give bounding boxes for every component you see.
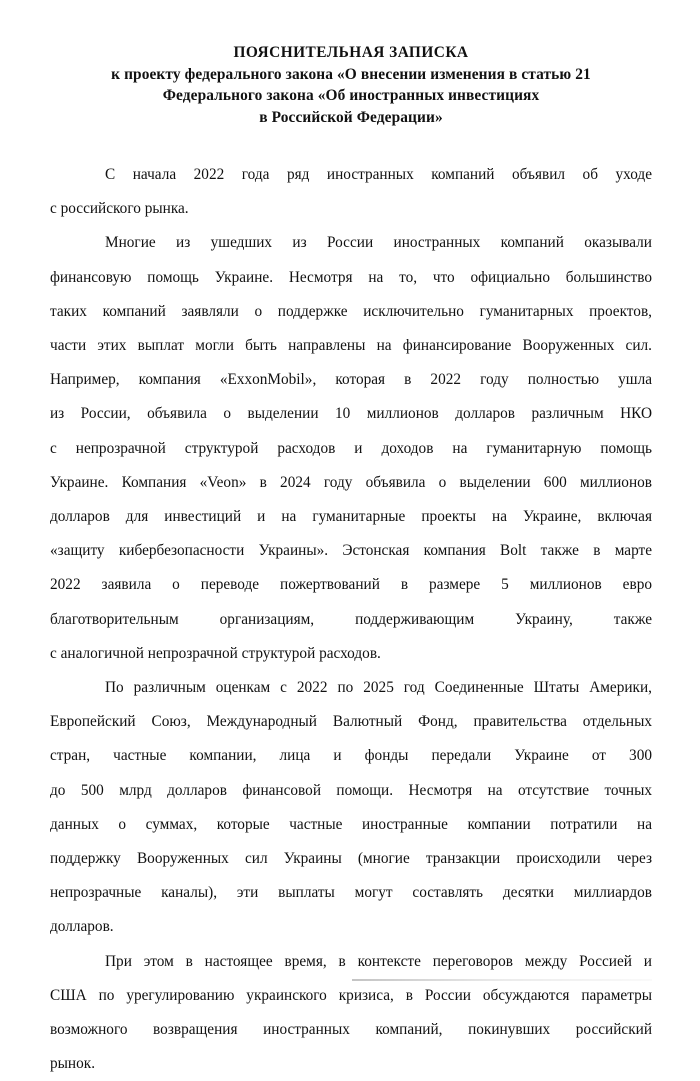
scan-artifact-line [352,979,652,981]
paragraph-2-line-7: с непрозрачной структурой расходов и доходов на гуманитарную помощь [50,439,652,457]
paragraph-1-line-1: С начала 2022 года ряд иностранных компаний объявил об уходе [105,166,652,183]
paragraph-3-line-5: данных о суммах, которые частные иностранные компании потратили на [50,815,652,833]
paragraph-1-line-2: с российского рынка. [50,200,189,218]
paragraph-4-line-2: США по урегулированию украинского кризиса, в России обсуждаются параметры [50,986,652,1004]
document-title-line-2: к проекту федерального закона «О внесении изменения в статью 21 [111,65,591,83]
paragraph-2-line-8: Украине. Компания «Veon» в 2024 году объявила о выделении 600 миллионов [50,473,652,491]
paragraph-3-line-6: поддержку Вооруженных сил Украины (многие транзакции происходили через [50,850,652,868]
paragraph-1 [50,158,652,226]
paragraph-4 [50,945,652,1081]
paragraph-3-line-2: Европейский Союз, Международный Валютный Фонд, правительства отдельных [50,713,652,731]
paragraph-4-line-1: При этом в настоящее время, в контексте переговоров между Россией и [105,952,652,970]
paragraph-2-line-2: финансовую помощь Украине. Несмотря на то, что официально большинство [50,268,652,286]
paragraph-2-line-6: из России, объявила о выделении 10 миллионов долларов различным НКО [50,405,652,423]
paragraph-4-line-3: возможного возвращения иностранных компаний, покинувших российский [50,1021,652,1039]
paragraph-2-line-13: с аналогичной непрозрачной структурой расходов. [50,644,381,662]
paragraph-2-line-9: долларов для инвестиций и на гуманитарные проекты на Украине, включая [50,508,652,526]
document-title-line-3: Федерального закона «Об иностранных инвестициях [162,87,540,104]
paragraph-2-line-3: таких компаний заявляли о поддержке исключительно гуманитарных проектов, [50,302,652,320]
paragraph-3-line-7: непрозрачные каналы), эти выплаты могут составлять десятки миллиардов [50,884,652,902]
document-body [50,158,652,1081]
paragraph-2-line-4: части этих выплат могли быть направлены на финансирование Вооруженных сил. [50,337,652,355]
paragraph-3-line-4: до 500 млрд долларов финансовой помощи. Несмотря на отсутствие точных [50,781,652,799]
paragraph-3-line-3: стран, частные компании, лица и фонды передали Украине от 300 [50,747,652,765]
document-title-line-1: ПОЯСНИТЕЛЬНАЯ ЗАПИСКА [233,44,469,61]
paragraph-3 [50,671,652,945]
paragraph-3-line-1: По различным оценкам с 2022 по 2025 год Соединенные Штаты Америки, [105,679,652,697]
paragraph-2-line-12: благотворительным организациям, поддерживающим Украину, также [50,610,652,628]
paragraph-2-line-11: 2022 заявила о переводе пожертвований в размере 5 миллионов евро [50,576,652,594]
document-title-line-4: в Российской Федерации» [259,108,443,126]
paragraph-2-line-10: «защиту кибербезопасности Украины». Эстонская компания Bolt также в марте [50,542,652,560]
paragraph-3-line-8: долларов. [50,918,114,936]
paragraph-2 [50,226,652,671]
document-title-block [50,42,652,128]
paragraph-2-line-1: Многие из ушедших из России иностранных компаний оказывали [105,234,652,252]
paragraph-4-line-4: рынок. [50,1055,96,1073]
paragraph-2-line-5: Например, компания «ExxonMobil», которая в 2022 году полностью ушла [50,371,652,389]
